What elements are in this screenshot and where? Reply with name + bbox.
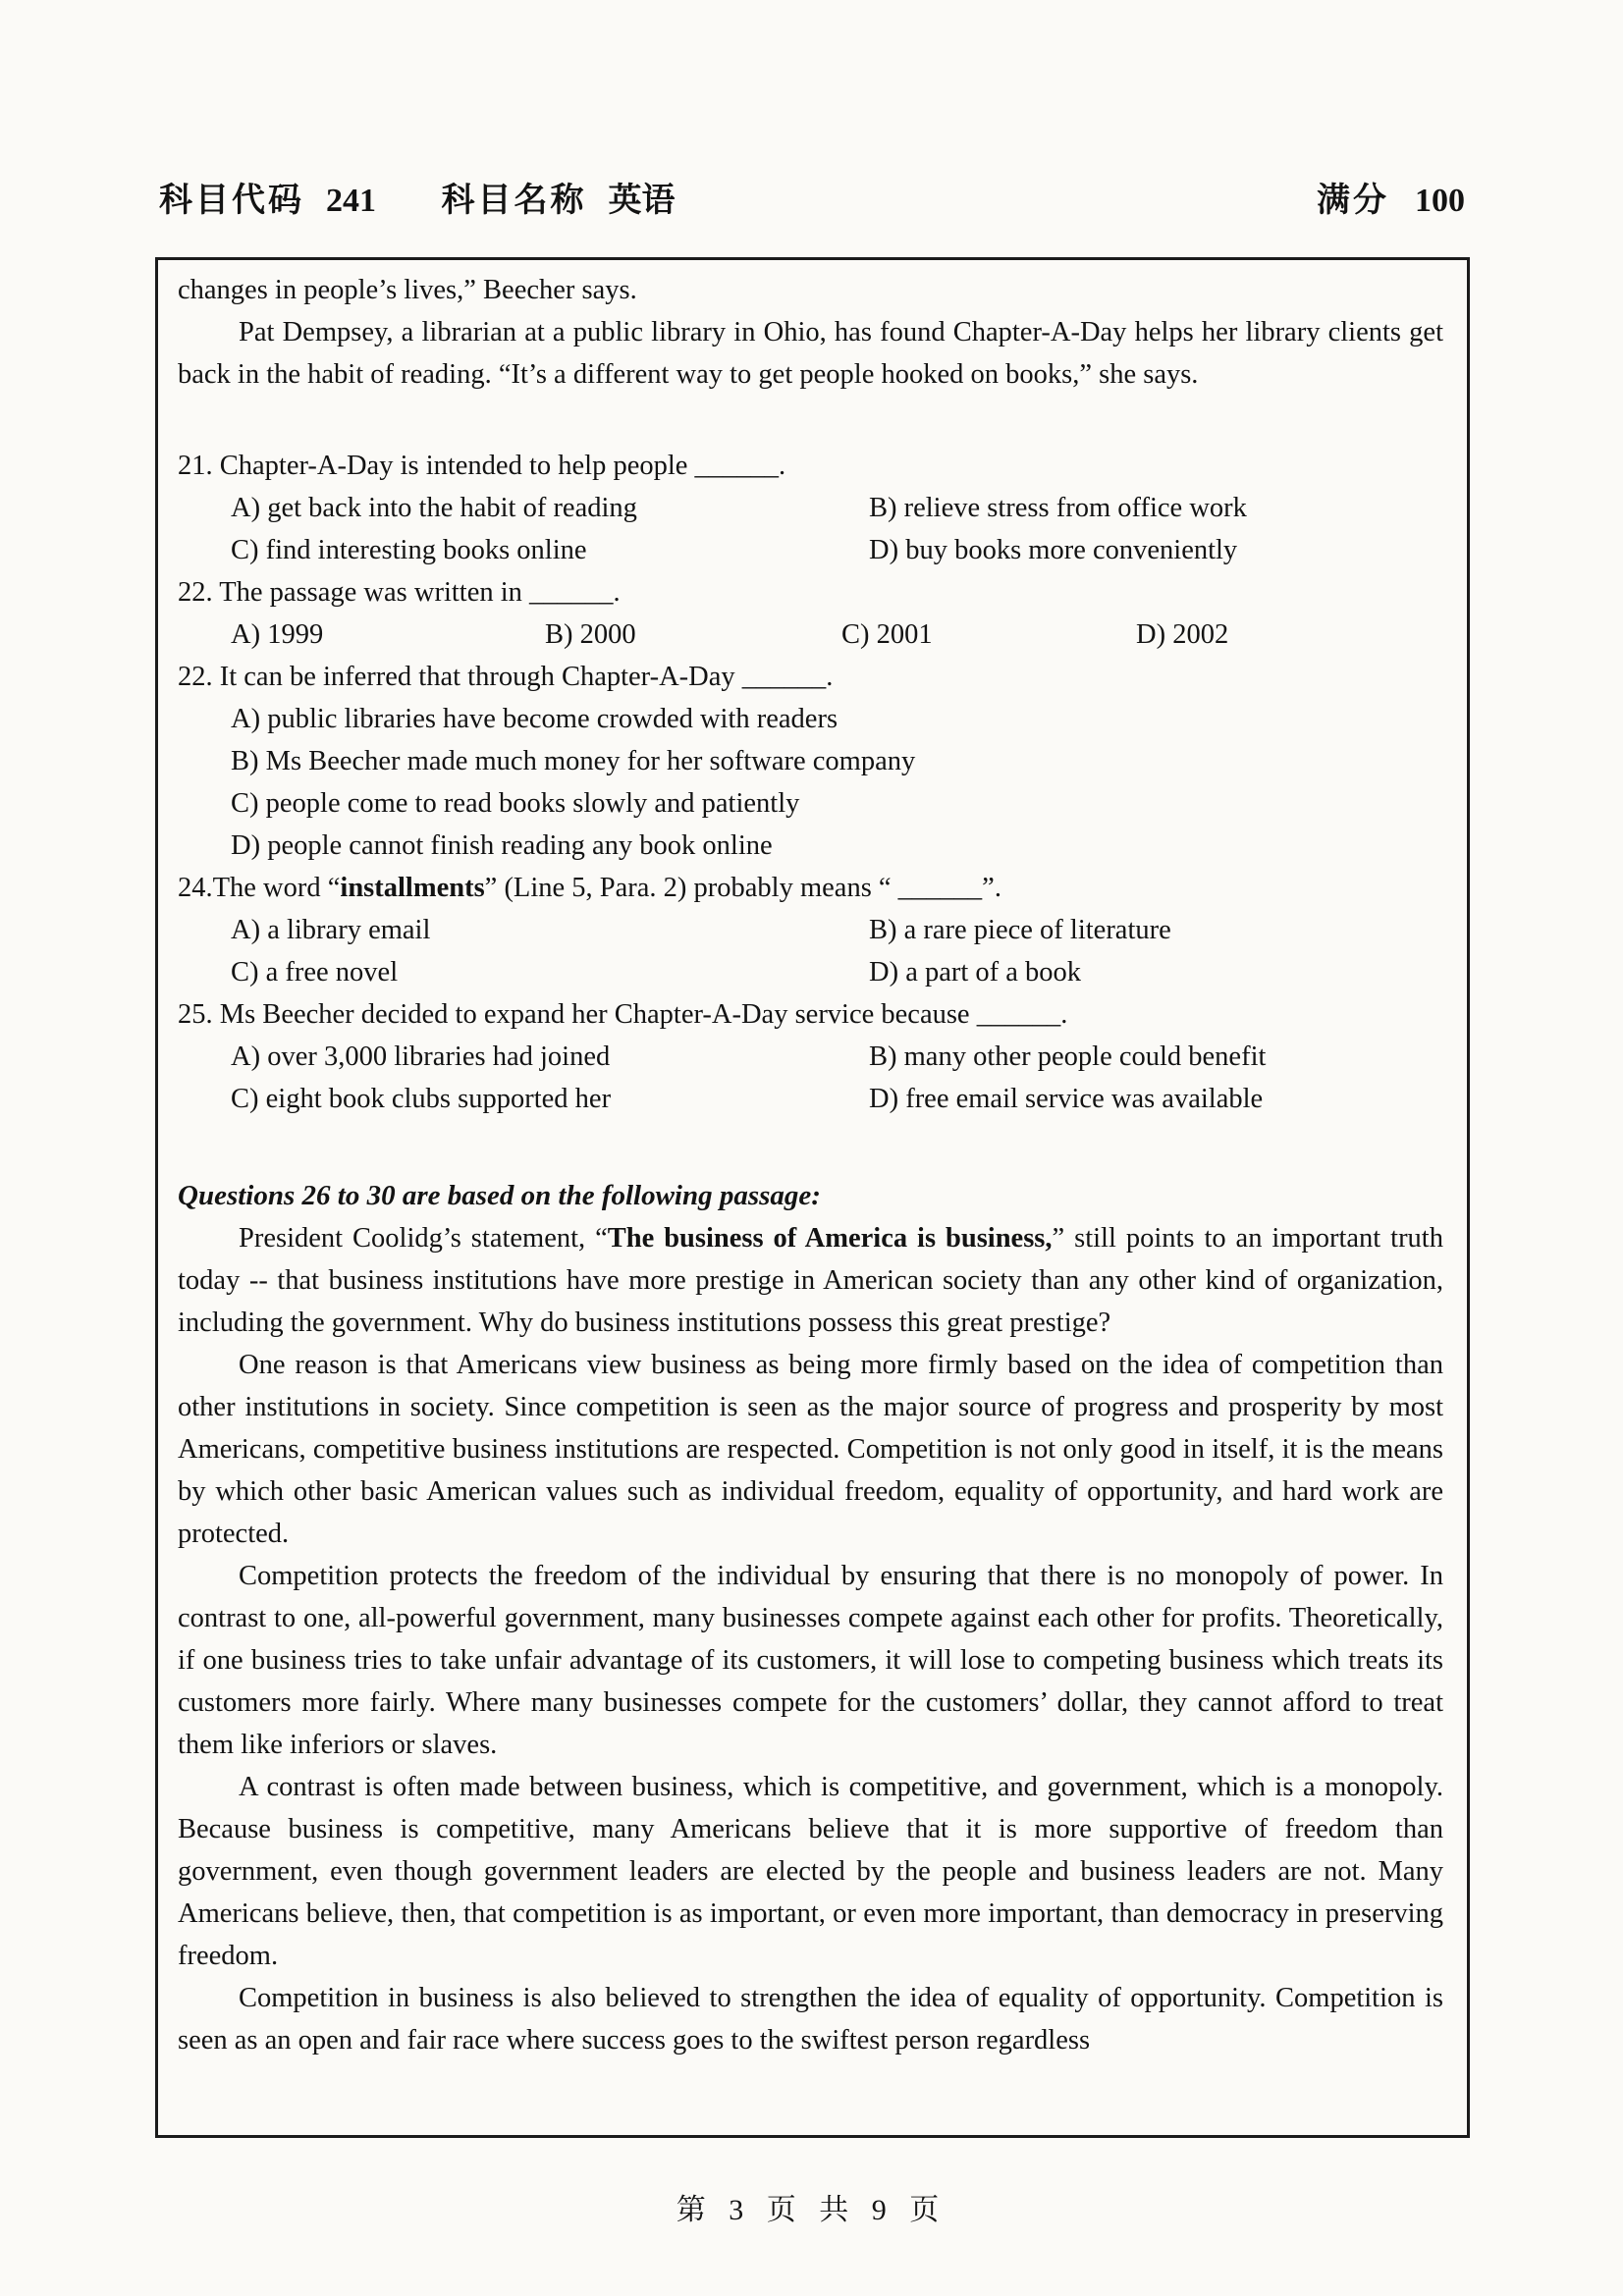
option-c: C) people come to read books slowly and patiently — [231, 788, 800, 819]
question-25 — [178, 993, 1443, 1120]
exam-content-box — [155, 257, 1470, 2138]
passage1-tail-line: changes in people’s lives,” Beecher says. — [178, 275, 637, 305]
passage1-dempsey-paragraph: Pat Dempsey, a librarian at a public library in Ohio, has found Chapter-A-Day helps her library clients get back in the habit of reading. “It’s a different way to get people hooked on books,” she says. — [178, 317, 1443, 390]
passage2-paragraph-2: One reason is that Americans view business as being more firmly based on the idea of competition than other institutions in society. Since competition is seen as the major source of progress and prosperity by most Americans, competitive business institutions are respected. Competition is not only good in itself, it is the means by which other basic American values such as individual freedom, equality of opportunity, and hard work are protected. — [178, 1350, 1443, 1549]
option-b: B) Ms Beecher made much money for her software company — [231, 746, 916, 776]
full-score-group — [1317, 173, 1465, 221]
option-b: B) 2000 — [545, 619, 636, 650]
option-d: D) free email service was available — [869, 1084, 1264, 1114]
spacer — [178, 1120, 1443, 1175]
page-header — [159, 173, 1465, 221]
question-22-stem: 22. The passage was written in ______. — [178, 577, 621, 608]
passage2-paragraph-1-post: ” still points to an important truth today -- that business institutions have more prestige in American society than any other kind of organization, including the government. Why do business institutions possess this great prestige? — [178, 1223, 1443, 1338]
subject-name-value: 英语 — [608, 183, 676, 219]
passage2-paragraph-1-bold: The business of America is business, — [607, 1223, 1053, 1254]
option-a: A) public libraries have become crowded with readers — [231, 704, 839, 734]
question-25-stem: 25. Ms Beecher decided to expand her Chapter-A-Day service because ______. — [178, 999, 1068, 1030]
option-c: C) a free novel — [231, 957, 399, 988]
subject-info — [159, 173, 676, 221]
option-d: D) a part of a book — [869, 957, 1082, 988]
subject-code-label: 科目代码 — [159, 183, 304, 219]
option-b: B) many other people could benefit — [869, 1041, 1267, 1072]
spacer — [178, 396, 1443, 445]
option-a: A) 1999 — [231, 619, 324, 650]
question-21-options-row-2 — [178, 529, 1443, 571]
option-c: C) eight book clubs supported her — [231, 1084, 612, 1114]
option-a: A) over 3,000 libraries had joined — [231, 1041, 611, 1072]
passage2-paragraph-4: A contrast is often made between business, which is competitive, and government, which is a monopoly. Because business is competitive, many Americans believe that it is more supportive of freedom than government, even though government leaders are elected by the people and business leaders are not. Many Americans believe, then, that competition is as important, or even more important, than democracy in preserving freedom. — [178, 1772, 1443, 1971]
option-d: D) people cannot finish reading any book online — [231, 830, 773, 861]
passage2-paragraph-3: Competition protects the freedom of the individual by ensuring that there is no monopoly of power. In contrast to one, all-powerful government, many businesses compete against each other for profits. Theoretically, if one business tries to take unfair advantage of its customers, it will lose to competing business which treats its customers more fairly. Where many businesses compete for the customers’ dollar, they cannot afford to treat them like inferiors or slaves. — [178, 1561, 1443, 1760]
full-score-label: 满分 — [1317, 183, 1389, 219]
question-25-options-row-2 — [178, 1078, 1443, 1120]
passage2-paragraph-1 — [178, 1217, 1443, 1344]
question-24-stem-post: ” (Line 5, Para. 2) probably means “ ______”. — [484, 873, 1001, 903]
question-23-stem: 22. It can be inferred that through Chapter-A-Day ______. — [178, 662, 834, 692]
question-21-stem: 21. Chapter-A-Day is intended to help people ______. — [178, 451, 786, 481]
subject-code-group — [159, 173, 376, 221]
passage2-paragraph-5: Competition in business is also believed to strengthen the idea of equality of opportunity. Competition is seen as an open and fair race where success goes to the swiftest person regardless — [178, 1983, 1443, 2056]
option-d: D) buy books more conveniently — [869, 535, 1238, 565]
section-26-30-heading: Questions 26 to 30 are based on the following passage: — [178, 1180, 821, 1211]
full-score-value: 100 — [1415, 183, 1465, 219]
question-22-options-row — [178, 614, 1443, 656]
question-25-options-row-1 — [178, 1036, 1443, 1078]
question-24-stem-pre: 24.The word “ — [178, 873, 341, 903]
option-c: C) find interesting books online — [231, 535, 587, 565]
option-a: A) a library email — [231, 915, 431, 945]
question-23 — [178, 656, 1443, 867]
question-21-options-row-1 — [178, 487, 1443, 529]
question-24-options-row-2 — [178, 951, 1443, 993]
question-24-options-row-1 — [178, 909, 1443, 951]
option-c: C) 2001 — [841, 619, 933, 650]
option-d: D) 2002 — [1136, 619, 1229, 650]
option-b: B) a rare piece of literature — [869, 915, 1171, 945]
subject-code-value: 241 — [326, 183, 376, 219]
question-24-stem — [178, 867, 1443, 909]
subject-name-group — [442, 173, 676, 221]
question-21 — [178, 445, 1443, 571]
option-a: A) get back into the habit of reading — [231, 493, 637, 523]
question-24 — [178, 867, 1443, 993]
subject-name-label: 科目名称 — [441, 183, 587, 219]
question-24-stem-bold: installments — [340, 873, 485, 903]
page-number-footer: 第 3 页 共 9 页 — [676, 2194, 947, 2226]
option-b: B) relieve stress from office work — [869, 493, 1247, 523]
passage2-paragraph-1-pre: President Coolidg’s statement, “ — [239, 1223, 608, 1254]
question-22 — [178, 571, 1443, 656]
